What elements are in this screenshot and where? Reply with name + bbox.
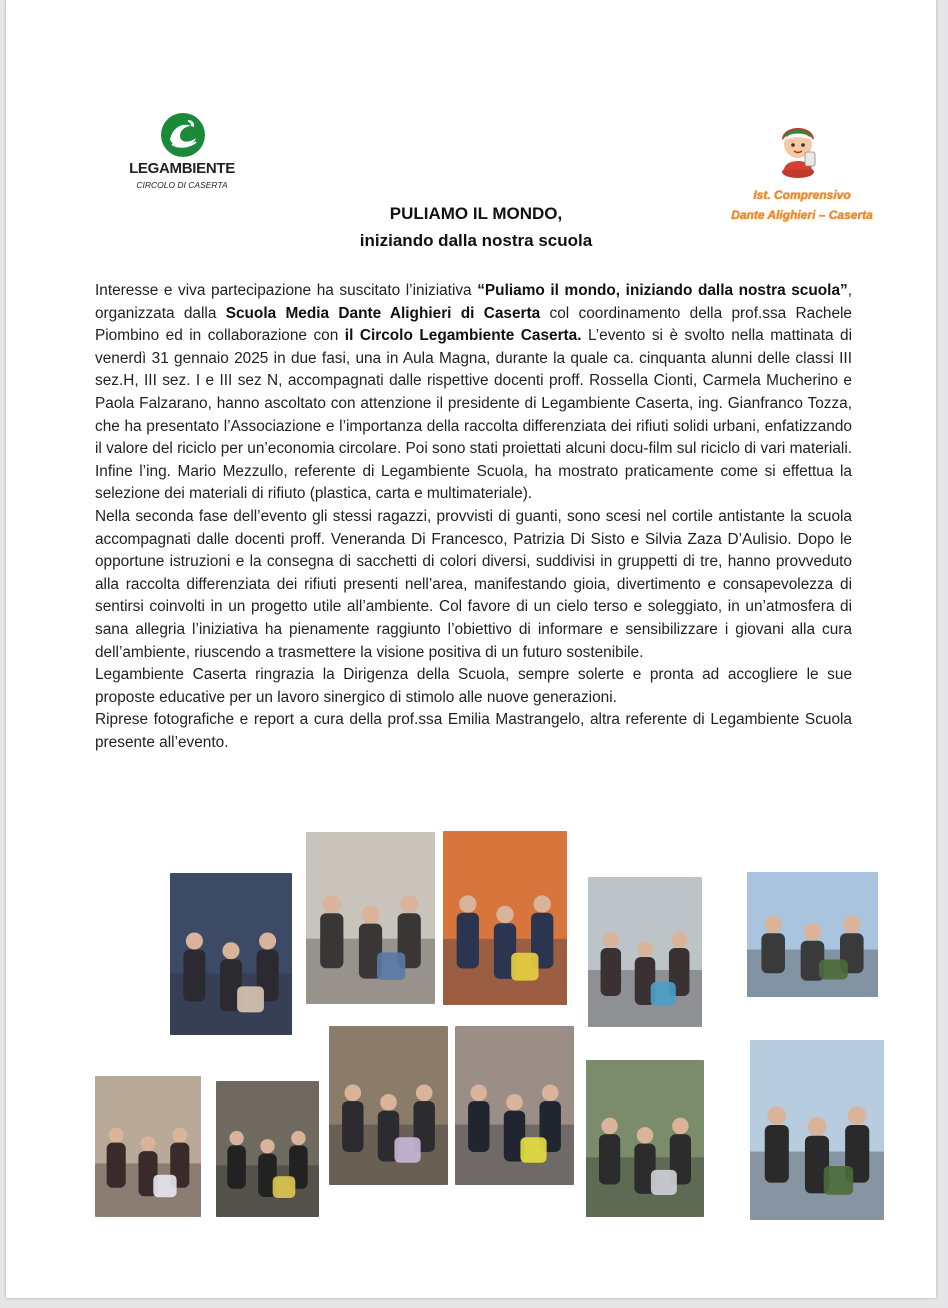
photo-man-yellow-vest [455, 1026, 574, 1185]
school-logo-line2: Dante Alighieri – Caserta [731, 208, 873, 222]
p1-text-g: L’evento si è svolto nella mattinata di venerdì 31 gennaio 2025 in due fasi, una in Aula Magna, durante la quale ca. cinquanta alunni delle classi III sez.H, III sez. I e III sez N, accompagnati dalle rispettive docenti proff. Rossella Cionti, Carmela Mucherino e Paola Falzarano, hanno ascoltato con attenzione il presidente di Legambiente Caserta, ing. Gianfranco Tozza, che ha presentato l’Associazione e l’importanza della raccolta differenziata dei rifiuti solidi urbani, enfatizzando il valore del riciclo per un’economia circolare. Poi sono stati proiettati alcuni docu-film sul riciclo di vari materiali. Infine l’ing. Mario Mezzullo, referente di Legambiente Scuola, ha mostrato praticamente come si effettua la selezione dei materiali di rifiuto (plastica, carta e multimateriale). [95, 327, 853, 503]
legambiente-logo [120, 108, 250, 198]
p1-school-name: Scuola Media Dante Alighieri di Caserta [225, 304, 541, 322]
school-logo [712, 114, 912, 234]
paragraph-3: Legambiente Caserta ringrazia la Dirigenza della Scuola, sempre solerte e pronta ad accogliere le sue proposte educative per un lavoro sinergico di stimolo alle nuove generazioni. [95, 666, 852, 706]
p1-initiative-name: “Puliamo il mondo, iniziando dalla nostra scuola” [477, 282, 848, 299]
photo-teacher-with-bag [329, 1026, 448, 1185]
legambiente-name: LEGAMBIENTE [129, 160, 235, 177]
legambiente-subtitle: CIRCOLO DI CASERTA [136, 180, 228, 190]
dante-mascot-icon [770, 114, 826, 178]
article-body [95, 280, 852, 754]
photo-students-classroom-desks [170, 873, 292, 1035]
page-title: PULIAMO IL MONDO, [389, 204, 563, 223]
photo-students-courtyard-cleanup [586, 1060, 704, 1217]
photo-students-sorting-waste [95, 1076, 201, 1217]
document-page [6, 0, 936, 1298]
p1-text-c: , organizzata dalla [95, 282, 852, 322]
p1-text-a: Interesse e viva partecipazione ha suscitato l’iniziativa [95, 282, 478, 299]
paragraph-1 [95, 280, 852, 506]
photo-speaker-holding-bottle [443, 831, 567, 1005]
photo-aula-magna-presentation [306, 832, 435, 1004]
photo-girl-collecting-litter [216, 1081, 319, 1217]
p1-circle-name: il Circolo Legambiente Caserta. [344, 327, 582, 345]
legambiente-swan-icon [158, 110, 208, 160]
paragraph-4: Riprese fotografiche e report a cura della prof.ssa Emilia Mastrangelo, altra referente di Legambiente Scuola presente all’evento. [95, 711, 852, 751]
p1-text-e: col coordinamento della prof.ssa Rachele Piombino ed in collaborazione con [95, 304, 852, 345]
paragraph-2: Nella seconda fase dell’evento gli stessi ragazzi, provvisti di guanti, sono scesi nel cortile antistante la scuola accompagnati dalle docenti proff. Veneranda Di Francesco, Patrizia Di Sisto e Silvia Zaza D’Aulisio. Dopo le opportune istruzioni e la consegna di sacchetti di colori diversi, suddivisi in gruppetti di tre, hanno provveduto alla raccolta differenziata dei rifiuti presenti nell’area, manifestando gioia, divertimento e consapevolezza di sentirsi coinvolti in un progetto utile all’ambiente. Col favore di un cielo terso e soleggiato, in un’atmosfera di sana allegria l’iniziativa ha pienamente raggiunto l’obiettivo di informare e sensibilizzare i giovani alla cura dell’ambiente, riuscendo a trasmettere la visione positiva di un futuro sostenibile. [95, 507, 852, 661]
photo-students-seated-audience [588, 877, 702, 1027]
photo-group-outdoor-gate [747, 872, 878, 997]
photo-group-with-bags [750, 1040, 884, 1220]
school-logo-line1: Ist. Comprensivo [753, 188, 851, 202]
page-subtitle: iniziando dalla nostra scuola [359, 231, 593, 250]
